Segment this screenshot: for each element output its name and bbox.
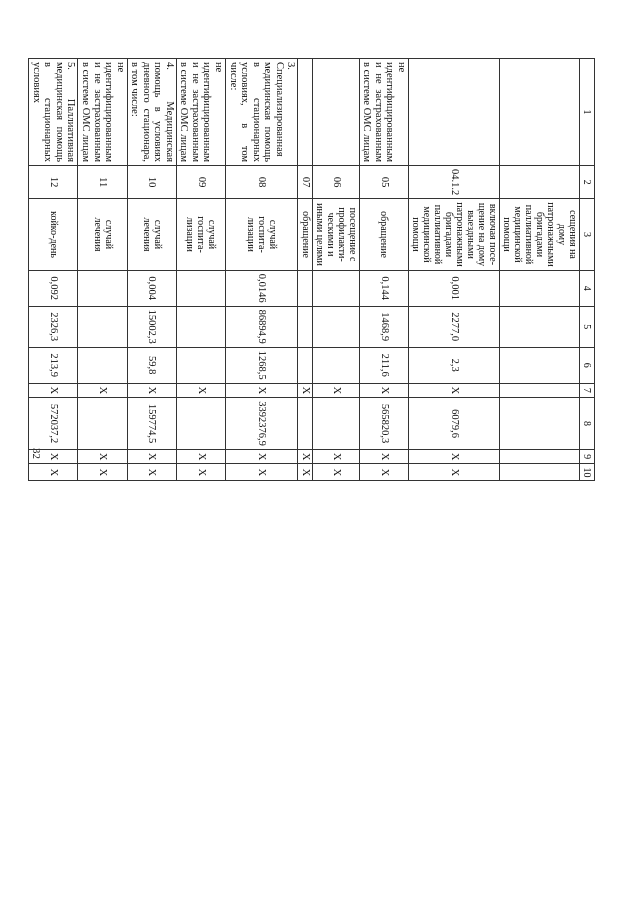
table-cell-col10: Х: [225, 464, 297, 481]
table-cell-col4: 0,001: [409, 270, 500, 306]
table-cell-col7: Х: [409, 383, 500, 398]
column-header: 4: [580, 270, 595, 306]
table-cell-col7: Х: [78, 383, 127, 398]
table-cell-col5: [298, 306, 313, 347]
column-header: 3: [580, 199, 595, 270]
table-cell-col8: [500, 398, 580, 450]
table-cell-col8: 3392376,9: [225, 398, 297, 450]
table-cell-col6: [500, 347, 580, 383]
data-table: [28, 58, 595, 481]
table-cell-col4: [78, 270, 127, 306]
table-cell-col1: 4. Медицинская помощь в условиях дневного стационара, в том числе:: [127, 59, 176, 166]
page-number: 32: [30, 448, 42, 459]
table-cell-col1: не идентифицированным и не застрахованным в системе ОМС лицам: [176, 59, 225, 166]
table-cell-col5: [500, 306, 580, 347]
table-cell-col2: [500, 166, 580, 199]
table-cell-col1: [500, 59, 580, 166]
column-header: 8: [580, 398, 595, 450]
table-cell-col7: Х: [225, 383, 297, 398]
column-header: 5: [580, 306, 595, 347]
table-cell-col10: Х: [78, 464, 127, 481]
table-cell-col4: 0,144: [359, 270, 408, 306]
table-row: [176, 59, 225, 481]
table-cell-col2: 12: [29, 166, 78, 199]
table-cell-col6: [312, 347, 359, 383]
table-row: [409, 59, 500, 481]
table-cell-col5: 2326,3: [29, 306, 78, 347]
table-cell-col8: [312, 398, 359, 450]
table-cell-col7: Х: [176, 383, 225, 398]
table-cell-col3: случай лечения: [127, 199, 176, 270]
table-cell-col5: [312, 306, 359, 347]
table-cell-col1: 5. Паллиативная медицинская помощь в стационарных условиях: [29, 59, 78, 166]
table-cell-col1: [312, 59, 359, 166]
table-cell-col8: 159774,5: [127, 398, 176, 450]
table-cell-col10: Х: [29, 464, 78, 481]
table-cell-col8: [176, 398, 225, 450]
table-cell-col2: 11: [78, 166, 127, 199]
table-cell-col9: Х: [359, 449, 408, 464]
table-cell-col9: Х: [312, 449, 359, 464]
table-cell-col3: посещение с профилактическими и иными целями: [312, 199, 359, 270]
table-cell-col3: случай госпитализации: [225, 199, 297, 270]
table-row: [78, 59, 127, 481]
table-cell-col10: Х: [359, 464, 408, 481]
table-row: [127, 59, 176, 481]
table-cell-col7: Х: [359, 383, 408, 398]
table-cell-col8: 572037,2: [29, 398, 78, 450]
table-cell-col9: Х: [298, 449, 313, 464]
table-cell-col3: случай лечения: [78, 199, 127, 270]
table-cell-col9: Х: [29, 449, 78, 464]
table-cell-col4: 0,092: [29, 270, 78, 306]
table-cell-col4: [176, 270, 225, 306]
table-cell-col3: сещения на дому патронажными бригадами паллиативной медицинской помощи: [500, 199, 580, 270]
table-row: [298, 59, 313, 481]
table-cell-col6: [176, 347, 225, 383]
table-cell-col2: 08: [225, 166, 297, 199]
table-cell-col2: 04.1.2: [409, 166, 500, 199]
column-header: 9: [580, 449, 595, 464]
table-cell-col5: 15002,3: [127, 306, 176, 347]
table-cell-col10: Х: [176, 464, 225, 481]
table-cell-col4: 0,004: [127, 270, 176, 306]
table-cell-col8: [298, 398, 313, 450]
table-cell-col2: 06: [312, 166, 359, 199]
table-cell-col8: 6079,6: [409, 398, 500, 450]
table-cell-col9: [500, 449, 580, 464]
column-header: 1: [580, 59, 595, 166]
table-cell-col6: [78, 347, 127, 383]
table-cell-col2: 09: [176, 166, 225, 199]
table-cell-col6: 213,9: [29, 347, 78, 383]
column-header: 7: [580, 383, 595, 398]
table-cell-col4: 0,0146: [225, 270, 297, 306]
data-table-wrapper: [28, 58, 595, 481]
table-cell-col10: Х: [312, 464, 359, 481]
table-cell-col1: 3. Специализированная медицинская помощь в стационарных условиях, в том числе:: [225, 59, 297, 166]
table-cell-col9: Х: [78, 449, 127, 464]
table-cell-col8: 565820,3: [359, 398, 408, 450]
table-cell-col5: [176, 306, 225, 347]
table-cell-col6: [298, 347, 313, 383]
table-cell-col1: [298, 59, 313, 166]
table-cell-col2: 07: [298, 166, 313, 199]
table-cell-col6: 1268,5: [225, 347, 297, 383]
table-cell-col9: Х: [127, 449, 176, 464]
table-cell-col4: [298, 270, 313, 306]
table-cell-col5: 86894,9: [225, 306, 297, 347]
table-cell-col4: [500, 270, 580, 306]
table-cell-col3: включая посещение на дому выездными патронажными бригадами паллиативной медицинской помощи: [409, 199, 500, 270]
table-cell-col3: обращение: [298, 199, 313, 270]
table-cell-col3: обращение: [359, 199, 408, 270]
table-cell-col10: Х: [127, 464, 176, 481]
table-cell-col2: 10: [127, 166, 176, 199]
table-row: [312, 59, 359, 481]
table-cell-col1: не идентифицированным и не застрахованным в системе ОМС лицам: [359, 59, 408, 166]
table-cell-col7: [500, 383, 580, 398]
column-header: 10: [580, 464, 595, 481]
table-cell-col7: Х: [29, 383, 78, 398]
table-cell-col3: койко-день: [29, 199, 78, 270]
table-cell-col7: Х: [298, 383, 313, 398]
table-cell-col5: 1468,9: [359, 306, 408, 347]
table-cell-col9: Х: [225, 449, 297, 464]
table-cell-col6: 2,3: [409, 347, 500, 383]
table-row: [29, 59, 78, 481]
table-row: [225, 59, 297, 481]
table-cell-col7: Х: [312, 383, 359, 398]
table-cell-col7: Х: [127, 383, 176, 398]
table-cell-col8: [78, 398, 127, 450]
header-row: [580, 59, 595, 481]
table-body: [29, 59, 595, 481]
table-cell-col5: 2277,0: [409, 306, 500, 347]
table-row: [359, 59, 408, 481]
table-cell-col10: [500, 464, 580, 481]
table-cell-col9: Х: [409, 449, 500, 464]
table-row: [500, 59, 580, 481]
table-cell-col6: 59,8: [127, 347, 176, 383]
table-cell-col9: Х: [176, 449, 225, 464]
table-cell-col1: [409, 59, 500, 166]
table-cell-col5: [78, 306, 127, 347]
table-cell-col3: случай госпитализации: [176, 199, 225, 270]
table-cell-col6: 211,6: [359, 347, 408, 383]
table-cell-col2: 05: [359, 166, 408, 199]
column-header: 6: [580, 347, 595, 383]
table-cell-col1: не идентифицированным и не застрахованным в системе ОМС лицам: [78, 59, 127, 166]
table-cell-col4: [312, 270, 359, 306]
table-cell-col10: Х: [298, 464, 313, 481]
table-cell-col10: Х: [409, 464, 500, 481]
column-header: 2: [580, 166, 595, 199]
